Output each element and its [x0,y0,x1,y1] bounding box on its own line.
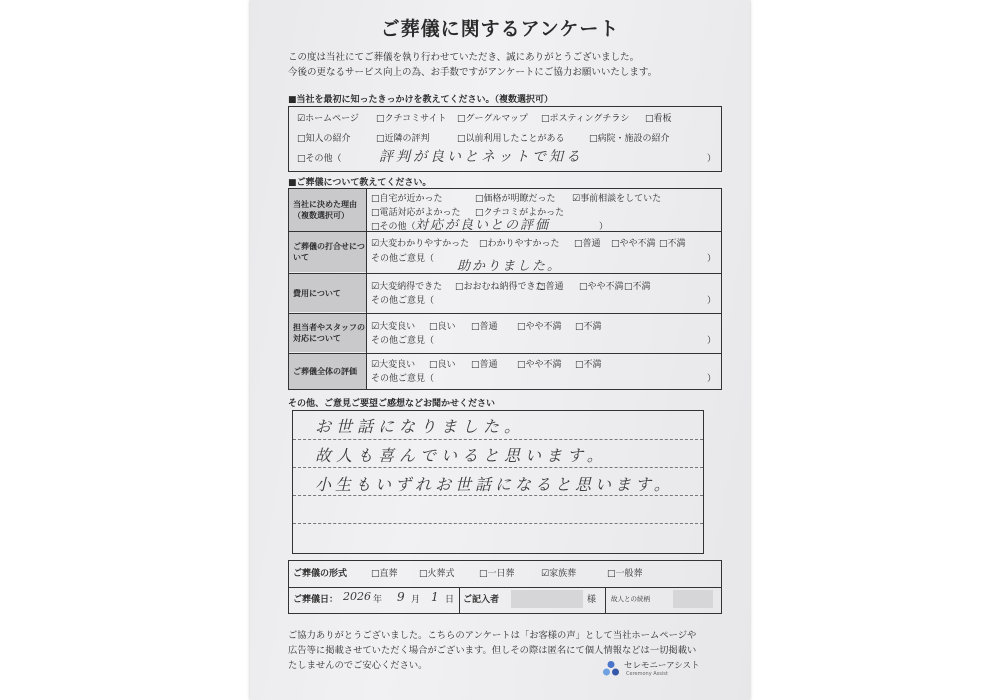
q1-option[interactable]: □知人の紹介 [297,134,351,144]
reason-option[interactable]: ☑事前相談をしていた [572,194,662,204]
overall-close-paren: ） [707,374,717,384]
meeting-option[interactable]: □やや不満 [611,239,656,249]
cost-option[interactable]: □やや不満 [579,282,624,292]
redacted-relation [673,590,713,608]
q1-box [288,106,722,172]
type-option[interactable]: □火葬式 [419,569,455,579]
q3-heading: その他、ご意見ご要望ご感想などお聞かせください [288,399,496,409]
reason-option[interactable]: □電話対応がよかった [371,208,461,218]
type-option[interactable]: □一般葬 [607,569,643,579]
relation-label: 故人との続柄 [611,595,650,603]
intro-line: この度は当社にてご葬儀を執り行わせていただき、誠にありがとうございました。 [288,52,640,63]
row-divider [289,587,721,588]
meeting-close-paren: ） [707,254,717,264]
ruled-line [293,495,703,496]
overall-option[interactable]: □普通 [471,360,498,370]
cost-option[interactable]: ☑大変納得できた [371,282,443,292]
company-name: セレモニーアシスト [624,661,700,671]
date-day: 1 [431,590,439,604]
footer-line: ご協力ありがとうございました。こちらのアンケートは「お客様の声」として当社ホームページや [288,630,697,641]
footer-line: たしませんのでご安心ください。 [288,660,428,671]
reason-option[interactable]: □価格が明瞭だった [475,194,556,204]
month-unit: 月 [411,595,421,605]
cost-close-paren: ） [707,296,717,306]
type-option[interactable]: □一日葬 [479,569,515,579]
overall-option[interactable]: □やや不満 [517,360,562,370]
q1-option[interactable]: □クチコミサイト [376,114,447,124]
intro-text [288,50,657,80]
q1-option[interactable]: ☑ホームページ [297,114,359,124]
q1-option[interactable]: □以前利用したことがある [457,134,565,144]
cost-comment-label: その他ご意見（ [371,296,435,306]
cost-label: 費用について [289,274,366,312]
year-unit: 年 [373,595,383,605]
staff-label: 担当者やスタッフの対応について [289,314,366,352]
writer-suffix: 様 [587,595,597,605]
overall-option[interactable]: ☑大変良い [371,360,416,370]
q1-option[interactable]: □グーグルマップ [457,114,528,124]
field-divider [605,587,606,613]
intro-line: 今後の更なるサービス向上の為、お手数ですがアンケートにご協力お願いいたします。 [288,67,658,78]
overall-comment-label: その他ご意見（ [371,374,435,384]
type-option[interactable]: ☑家族葬 [541,569,577,579]
q2-table [288,188,722,390]
date-month: 9 [397,590,405,604]
staff-option[interactable]: □やや不満 [517,322,562,332]
day-unit: 日 [445,595,455,605]
date-label: ご葬儀日： [293,595,339,605]
footer-line: 広告等に掲載させていただく場合がございます。但しその際は匿名にて個人情報などは一切掲載い [288,645,697,656]
overall-label: ご葬儀全体の評価 [289,354,366,389]
staff-option[interactable]: □不満 [575,322,602,332]
comment-line: お世話になりました。 [315,417,526,436]
cost-option[interactable]: □不満 [624,282,651,292]
ruled-line [293,439,703,440]
meeting-option[interactable]: □普通 [574,239,601,249]
reason-option[interactable]: □クチコミがよかった [475,208,565,218]
reason-option[interactable]: □自宅が近かった [371,194,443,204]
q1-option[interactable]: □看板 [645,114,672,124]
meeting-comment-handwriting: 助かりました。 [457,259,563,274]
comment-box [292,410,704,554]
staff-option[interactable]: □普通 [471,322,498,332]
meeting-option[interactable]: □不満 [659,239,686,249]
reason-label: 当社に決めた理由 （複数選択可） [289,189,366,231]
q1-close-paren: ） [707,154,717,164]
redacted-name [511,590,583,608]
q2-heading: ■ご葬儀について教えてください。 [288,178,432,188]
q1-option[interactable]: □ポスティングチラシ [541,114,630,124]
type-option[interactable]: □直葬 [371,569,398,579]
reason-other-handwriting: 対応が良いとの評価 [415,218,551,233]
q1-option[interactable]: □病院・施設の紹介 [589,134,670,144]
cost-option[interactable]: □おおむね納得できた [455,282,545,292]
meeting-comment-label: その他ご意見（ [371,254,435,264]
writer-label: ご記入者 [463,595,500,605]
company-logo [602,656,700,684]
flower-icon [602,660,620,678]
ruled-line [293,467,703,468]
q1-heading: ■当社を最初に知ったきっかけを教えてください。（複数選択可） [288,95,554,105]
company-name-en: Ceremony Assist [626,671,668,677]
comment-line: 故人も喜んでいると思います。 [315,446,608,465]
meeting-label: ご葬儀の打合せについて [289,232,366,272]
staff-option[interactable]: ☑大変良い [371,322,416,332]
funeral-info-box [288,560,722,614]
overall-option[interactable]: □良い [429,360,456,370]
staff-comment-label: その他ご意見（ [371,336,435,346]
overall-option[interactable]: □不満 [575,360,602,370]
field-divider [459,587,460,613]
meeting-option[interactable]: ☑大変わかりやすかった [371,239,470,249]
staff-option[interactable]: □良い [429,322,456,332]
q2-divider [366,189,367,389]
ruled-line [293,523,703,524]
q1-option[interactable]: □近隣の評判 [376,134,430,144]
q1-other-handwriting: 評判が良いとネットで知る [379,149,583,165]
reason-close-paren: ） [599,222,609,232]
comment-line: 小生もいずれお世話になると思います。 [315,475,674,494]
date-year: 2026 [343,590,371,603]
meeting-option[interactable]: □わかりやすかった [479,239,560,249]
reason-other-label: □その他（ [371,222,416,232]
page-title: ご葬儀に関するアンケート [380,18,620,40]
staff-close-paren: ） [707,336,717,346]
q1-other-label: □その他（ [297,154,342,164]
survey-sheet [250,0,750,700]
cost-option[interactable]: □普通 [537,282,564,292]
type-label: ご葬儀の形式 [293,569,348,579]
